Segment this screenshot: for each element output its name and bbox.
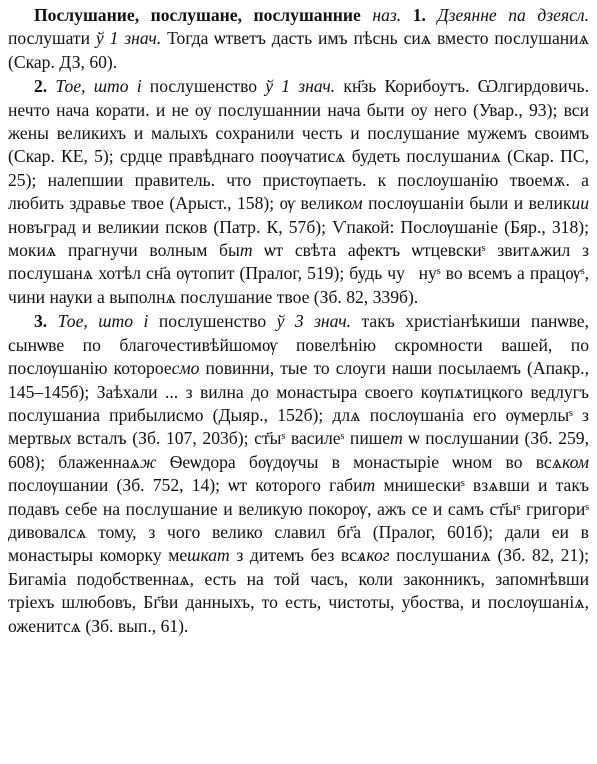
sense-1-paragraph: [8, 4, 589, 74]
sense-definition: Тое, што і: [55, 76, 142, 97]
sense-citations: ѡ послушании (Зб. 259, 608); блаженнаѧ: [8, 428, 590, 472]
sense-citations: Тогда ѡтветъ дасть имъ пѣснь сиѧ вместо послушаниѧ (Скар. ДЗ, 60).: [8, 28, 589, 72]
italic-fragment: ком: [562, 451, 590, 472]
italic-fragment: ых: [51, 428, 72, 449]
sense-citations: послѹшаніи были и велик: [362, 193, 572, 214]
italic-fragment: смо: [171, 358, 200, 379]
sense-number: 1.: [412, 5, 426, 25]
cross-reference-mark: ў 1 знач.: [265, 76, 336, 97]
sense-citations: Ѳеѡдора бѹдѹчы в монастыріе ѡном во всѧ: [156, 451, 563, 472]
cross-reference: послушенство: [149, 76, 258, 97]
sense-citations: ѡт свѣта афектъ ѡтцевскиˢ звитѧжил з послушанѧ хотѣл сн҃а ѹтопит: [8, 240, 590, 284]
sense-number: 3.: [34, 311, 48, 332]
sense-citations: такъ христіанѣкиши панѡве, сынѡве по благочестивѣйшомѹ повелѣнію скромности вашей, по послѹшанію которое: [8, 311, 590, 379]
sense-citations: мнишескиˢ взѧвши и такъ подавъ себе на послушание и великую покорѹ, ажъ се и самъ ст҃ыˢ григориˢ дивовалсѧ тому, з чого велико славил бг҃а (Пралог, 601б); дали еи в монастыры коморку ме: [8, 475, 589, 566]
italic-fragment: ж: [140, 451, 157, 472]
italic-fragment: ѧког: [356, 545, 390, 566]
sense-definition: Тое, што і: [57, 311, 149, 332]
sense-citations: новъград и великии псков (Патр. К, 57б); Ѵпакой: Послѹшаніе (Бяр., 318); мокиѧ прагнучи волным бы: [8, 216, 589, 261]
sense-2-paragraph: [8, 75, 589, 309]
italic-fragment: шкат: [187, 545, 230, 566]
sense-citations: кн҃зь Корибоутъ. Ѡлгирдовичь. нечто нача корати. и не оу послушаннии нача быти оу него (Увар., 93); вси жены великихъ и малыхъ сохранили честь и послушание мужемъ своимъ (Скар. КЕ, 5); срдце правѣднаго поѹчатисѧ будеть послушаниѧ (Скар. ПС, 25); налепшии правитель. что пристѹпаеть. к послоушанію твоемѫ. а любить здравье твое (Арыст., 158); ѹ велик: [8, 76, 589, 214]
italic-fragment: т: [390, 428, 403, 449]
sense-citations: послушаниѧ (Зб. 82, 21); Бигаміа подобственнаѧ, есть на той часъ, коли законникъ, запомнѣвши тріехъ шлюбовъ, Бг҃ви данныхъ, то есть, чистоты, убоства, и послѹшаніѧ, оженитсѧ (Зб. вып., 61).: [8, 545, 589, 636]
sense-citations: з дитемъ без вс: [229, 545, 357, 566]
sense-citations: повинни, тые то слоуги наши посылаемъ (Апакр., 145–145б); Заѣхали ... з вилна до монастыра своего кѹпѧтицкого ведлугъ послушаниа прибылисмо (Дыяр., 152б); длѧ послѹшаніа его ѹмерлыˢ з мертв: [8, 358, 589, 449]
headword: Послушание, послушане, послушанние: [34, 5, 361, 25]
italic-fragment: ии: [571, 193, 590, 214]
italic-fragment: т: [239, 240, 253, 261]
italic-fragment: т: [362, 475, 376, 496]
sense-citations: всталъ (Зб. 107, 203б); ст҃ыˢ василеˢ пише: [71, 428, 391, 449]
cross-reference: послушенство: [158, 311, 267, 332]
sense-citations: послѹшании (Зб. 752, 14); ѡт которого габи: [8, 475, 363, 496]
cross-reference-mark: ў 1 знач.: [95, 28, 162, 49]
part-of-speech: наз.: [372, 5, 402, 25]
sense-citations: (Пралог, 519); будь чуⷭнуˢ во всемъ а працѹˢ, чини науки а выполнѧ послушание твое (Зб. 82, 339б).: [8, 263, 589, 307]
cross-reference: послушати: [8, 28, 91, 49]
cross-reference-mark: ў 3 знач.: [276, 311, 352, 332]
sense-definition: Дзеянне па дзеясл.: [437, 5, 589, 25]
italic-fragment: ом: [343, 193, 363, 214]
sense-number: 2.: [34, 76, 48, 97]
sense-3-paragraph: [8, 310, 589, 638]
